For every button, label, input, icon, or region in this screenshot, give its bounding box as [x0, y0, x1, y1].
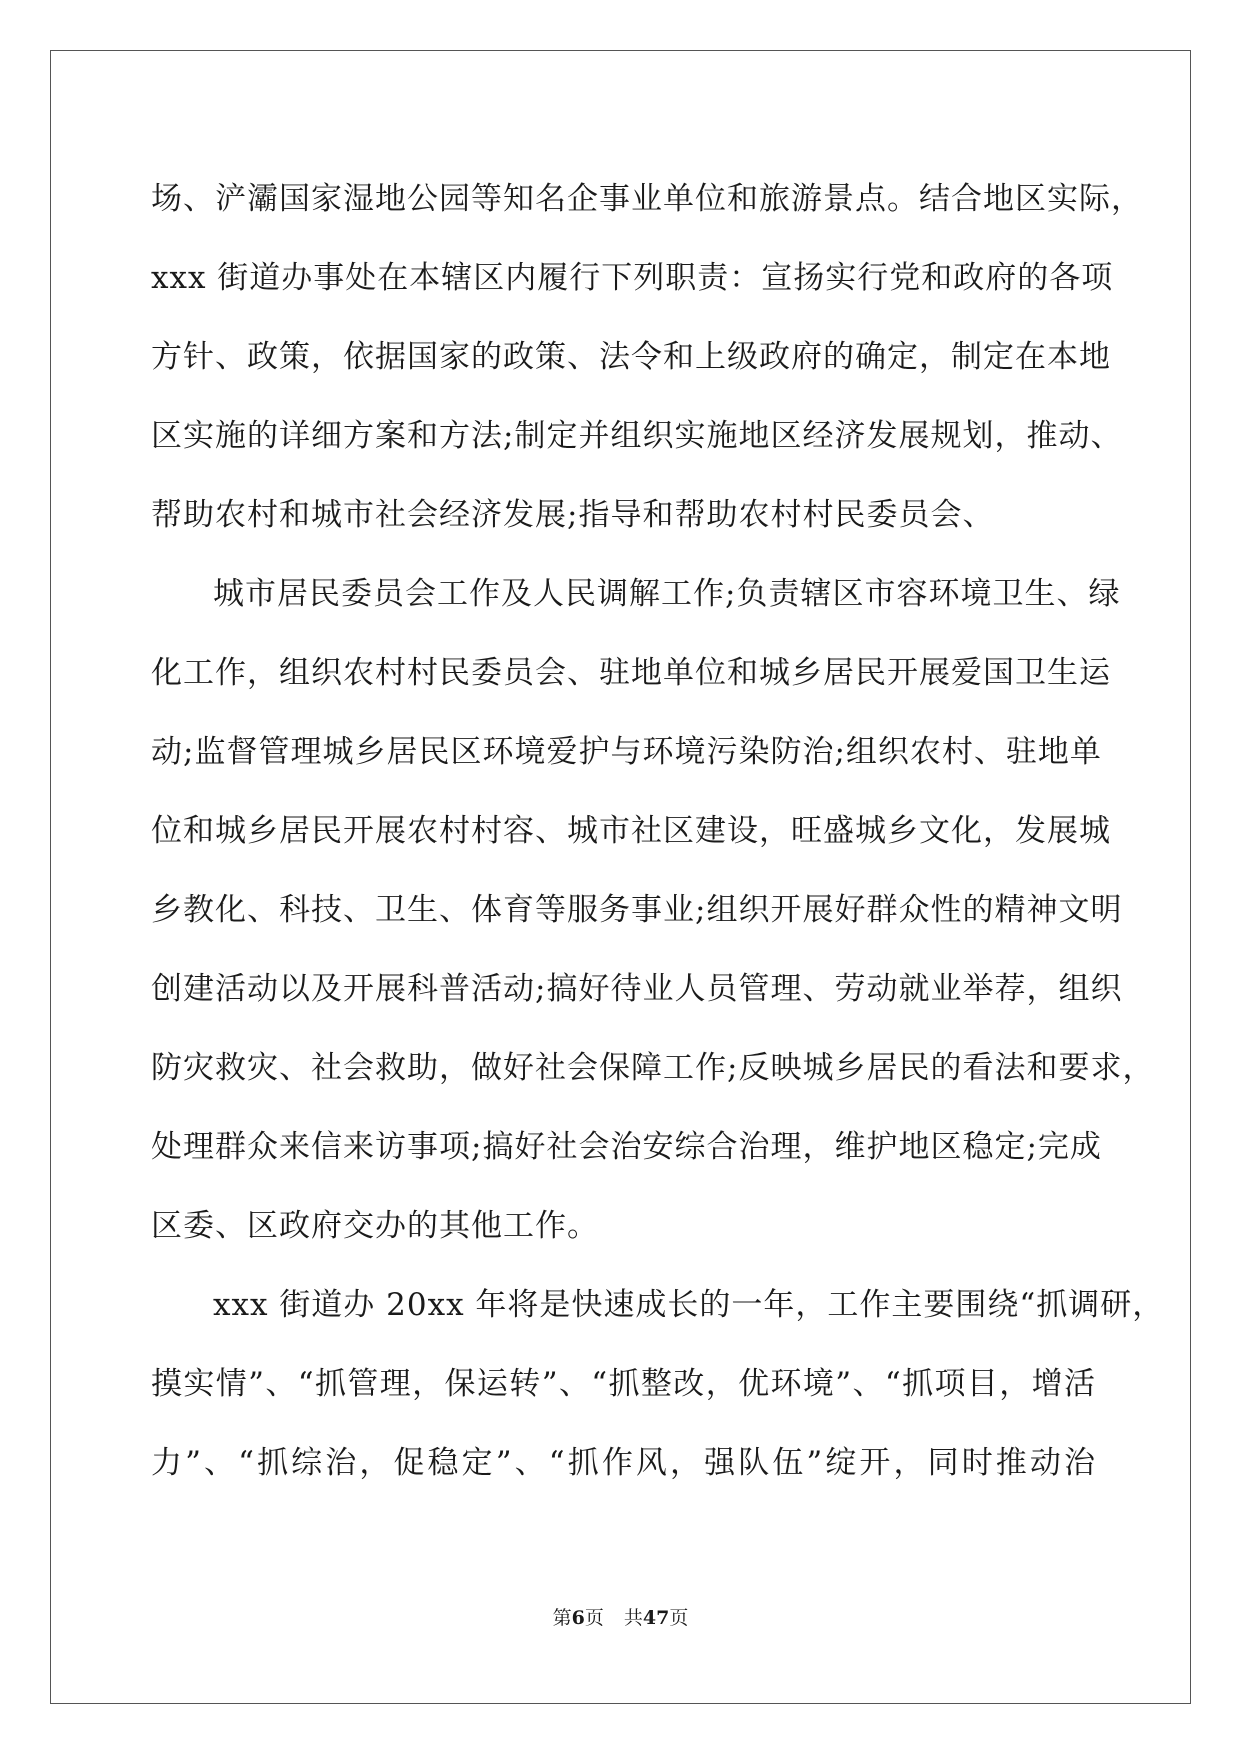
- text-line: 动;监督管理城乡居民区环境爱护与环境污染防治;组织农村、驻地单: [151, 734, 1102, 770]
- text-line: 乡教化、科技、卫生、体育等服务事业;组织开展好群众性的精神文明: [151, 892, 1123, 928]
- text-line: 化工作，组织农村村民委员会、驻地单位和城乡居民开展爱国卫生运: [151, 655, 1111, 691]
- text-line: 力”、“抓综治，促稳定”、“抓作风，强队伍”绽开，同时推动治: [151, 1445, 1096, 1481]
- document-body: [151, 160, 1165, 1503]
- total-suffix: 页: [669, 1607, 689, 1629]
- text-line: 场、浐灞国家湿地公园等知名企事业单位和旅游景点。结合地区实际，: [151, 181, 1143, 217]
- text-line: 处理群众来信来访事项;搞好社会治安综合治理，维护地区稳定;完成: [151, 1129, 1102, 1165]
- text-line: 摸实情”、“抓管理，保运转”、“抓整改，优环境”、“抓项目，增活: [151, 1366, 1096, 1402]
- page-suffix: 页: [584, 1607, 604, 1629]
- total-pages: 47: [642, 1607, 670, 1629]
- page-footer: [0, 1603, 1241, 1630]
- page-prefix: 第: [552, 1607, 572, 1629]
- page-number: 6: [571, 1607, 585, 1629]
- text-line: 帮助农村和城市社会经济发展;指导和帮助农村村民委员会、: [151, 497, 995, 533]
- text-line: 方针、政策，依据国家的政策、法令和上级政府的确定，制定在本地: [151, 339, 1111, 375]
- text-line: xxx 街道办事处在本辖区内履行下列职责：宣扬实行党和政府的各项: [151, 260, 1114, 296]
- text-line: 位和城乡居民开展农村村容、城市社区建设，旺盛城乡文化，发展城: [151, 813, 1111, 849]
- paragraph-first-line: xxx 街道办 20xx 年将是快速成长的一年，工作主要围绕“抓调研，: [213, 1287, 1165, 1323]
- text-line: 区委、区政府交办的其他工作。: [151, 1208, 599, 1244]
- paragraph-first-line: 城市居民委员会工作及人民调解工作;负责辖区市容环境卫生、绿: [213, 576, 1121, 612]
- text-line: 创建活动以及开展科普活动;搞好待业人员管理、劳动就业举荐，组织: [151, 971, 1123, 1007]
- total-prefix: 共: [623, 1607, 643, 1629]
- text-line: 区实施的详细方案和方法;制定并组织实施地区经济发展规划，推动、: [151, 418, 1123, 454]
- text-line: 防灾救灾、社会救助，做好社会保障工作;反映城乡居民的看法和要求，: [151, 1050, 1155, 1086]
